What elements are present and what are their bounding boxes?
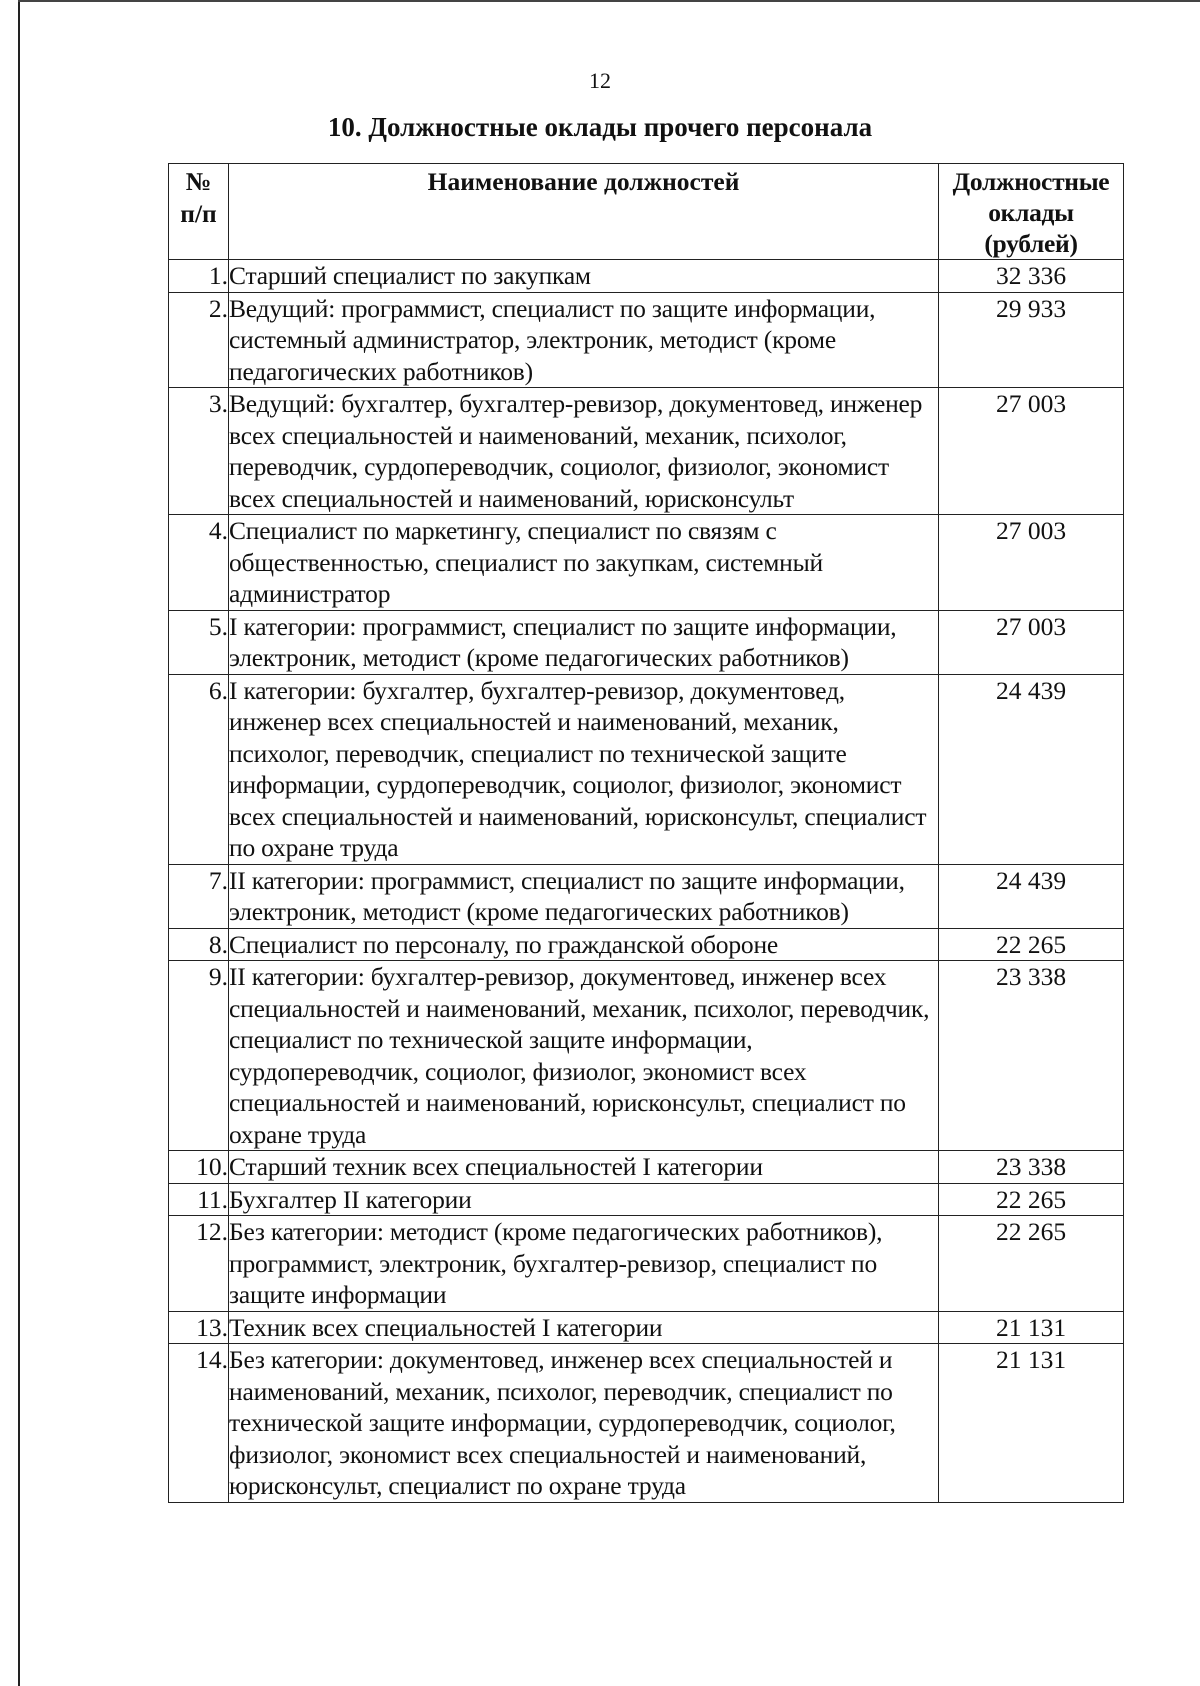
table-row — [169, 1151, 1124, 1184]
table-row — [169, 1216, 1124, 1312]
row-position: II категории: программист, специалист по защите информации, электроник, методист (кроме педагогических работников) — [229, 864, 939, 928]
row-number: 12. — [169, 1216, 229, 1312]
row-number: 11. — [169, 1183, 229, 1216]
row-number: 1. — [169, 260, 229, 293]
row-number: 6. — [169, 674, 229, 864]
table-row — [169, 961, 1124, 1151]
page-number: 12 — [589, 68, 611, 93]
row-number: 2. — [169, 292, 229, 388]
row-salary: 24 439 — [939, 674, 1124, 864]
table-row — [169, 610, 1124, 674]
row-salary: 24 439 — [939, 864, 1124, 928]
row-position: Специалист по маркетингу, специалист по связям с общественностью, специалист по закупкам, системный администратор — [229, 515, 939, 611]
page-border-top — [18, 0, 1200, 2]
table-row — [169, 260, 1124, 293]
table-row — [169, 864, 1124, 928]
header-salary-line1: Должностные — [952, 167, 1110, 196]
row-number: 9. — [169, 961, 229, 1151]
row-salary: 22 265 — [939, 928, 1124, 961]
row-position: Старший техник всех специальностей I категории — [229, 1151, 939, 1184]
row-number: 3. — [169, 388, 229, 515]
row-position: Без категории: методист (кроме педагогических работников), программист, электроник, бухгалтер-ревизор, специалист по защите информации — [229, 1216, 939, 1312]
table-row — [169, 1183, 1124, 1216]
table-row — [169, 1344, 1124, 1503]
row-position: Специалист по персоналу, по гражданской обороне — [229, 928, 939, 961]
row-number: 5. — [169, 610, 229, 674]
row-position: Без категории: документовед, инженер всех специальностей и наименований, механик, психолог, переводчик, специалист по технической защите информации, сурдопереводчик, социолог, физиолог, экономист всех специальностей и наименований, юрисконсульт, специалист по охране труда — [229, 1344, 939, 1503]
row-salary: 23 338 — [939, 1151, 1124, 1184]
row-number: 10. — [169, 1151, 229, 1184]
row-salary: 21 131 — [939, 1311, 1124, 1344]
header-number-line2: п/п — [180, 199, 217, 228]
table-row — [169, 674, 1124, 864]
table-body — [169, 260, 1124, 1503]
header-salary — [939, 164, 1124, 260]
header-number — [169, 164, 229, 260]
row-salary: 29 933 — [939, 292, 1124, 388]
header-salary-line3: (рублей) — [984, 229, 1078, 258]
row-position: Ведущий: бухгалтер, бухгалтер-ревизор, документовед, инженер всех специальностей и наименований, механик, психолог, переводчик, сурдопереводчик, социолог, физиолог, экономист всех специальностей и наименований, юрисконсульт — [229, 388, 939, 515]
table-row — [169, 928, 1124, 961]
table-row — [169, 292, 1124, 388]
row-position: Старший специалист по закупкам — [229, 260, 939, 293]
table-header-row — [169, 164, 1124, 260]
row-salary: 27 003 — [939, 610, 1124, 674]
row-number: 8. — [169, 928, 229, 961]
row-number: 7. — [169, 864, 229, 928]
row-number: 13. — [169, 1311, 229, 1344]
table-row — [169, 515, 1124, 611]
row-salary: 32 336 — [939, 260, 1124, 293]
row-salary: 23 338 — [939, 961, 1124, 1151]
row-salary: 22 265 — [939, 1183, 1124, 1216]
row-salary: 27 003 — [939, 515, 1124, 611]
row-position: Ведущий: программист, специалист по защите информации, системный администратор, электроник, методист (кроме педагогических работников) — [229, 292, 939, 388]
row-position: I категории: программист, специалист по защите информации, электроник, методист (кроме педагогических работников) — [229, 610, 939, 674]
header-salary-line2: оклады — [988, 198, 1074, 227]
row-number: 4. — [169, 515, 229, 611]
page-border-left — [18, 0, 20, 1686]
page-title: 10. Должностные оклады прочего персонала — [327, 112, 873, 142]
salary-table — [168, 163, 1124, 1503]
row-salary: 27 003 — [939, 388, 1124, 515]
row-position: Техник всех специальностей I категории — [229, 1311, 939, 1344]
header-number-line1: № — [185, 167, 212, 196]
row-position: II категории: бухгалтер-ревизор, документовед, инженер всех специальностей и наименований, механик, психолог, переводчик, специалист по технической защите информации, сурдопереводчик, социолог, физиолог, экономист всех специальностей и наименований, юрисконсульт, специалист по охране труда — [229, 961, 939, 1151]
table-row — [169, 388, 1124, 515]
header-position-name: Наименование должностей — [229, 164, 939, 260]
row-position: I категории: бухгалтер, бухгалтер-ревизор, документовед, инженер всех специальностей и наименований, механик, психолог, переводчик, специалист по технической защите информации, сурдопереводчик, социолог, физиолог, экономист всех специальностей и наименований, юрисконсульт, специалист по охране труда — [229, 674, 939, 864]
row-salary: 21 131 — [939, 1344, 1124, 1503]
row-number: 14. — [169, 1344, 229, 1503]
row-position: Бухгалтер II категории — [229, 1183, 939, 1216]
table-row — [169, 1311, 1124, 1344]
row-salary: 22 265 — [939, 1216, 1124, 1312]
